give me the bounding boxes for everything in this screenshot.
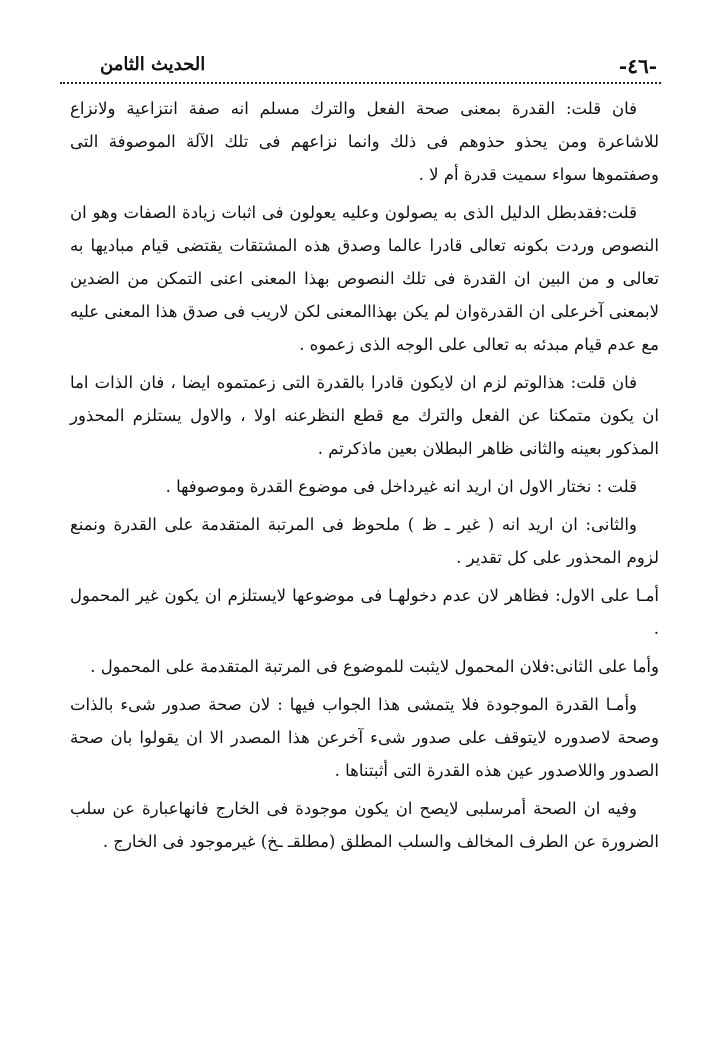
paragraph: قلت : نختار الاول ان اريد انه غيرداخل فى موضوع القدرة وموصوفها . bbox=[165, 477, 637, 496]
paragraph: وأما على الثانى:فلان المحمول لايثبت للموضوع فى المرتبة المتقدمة على المحمول . bbox=[90, 657, 659, 676]
header-divider bbox=[60, 82, 661, 84]
paragraph: فان قلت: هذالوتم لزم ان لايكون قادرا بالقدرة التى زعمتموه ايضا ، فان الذات اما ان يكون متمكنا عن الفعل والترك مع قطع النظرعنه اولا ، والاول يستلزم المحذور المذكور بعينه والثانى ظاهر البطلان بعين ماذكرتم . bbox=[70, 373, 659, 458]
paragraph: والثانى: ان اريد انه ( غير ـ ظ ) ملحوظ فى المرتبة المتقدمة على القدرة ونمنع لزوم المحذور على كل تقدير . bbox=[70, 515, 659, 567]
body-text bbox=[70, 92, 659, 863]
paragraph: قلت:فقدبطل الدليل الذى به يصولون وعليه يعولون فى اثبات زيادة الصفات وهو ان النصوص وردت بكونه تعالى قادرا عالما وصدق هذه المشتقات يقتضى قيام مباديها به تعالى و من البين ان القدرة فى تلك النصوص بهذا المعنى اعنى التمكن من الضدين لابمعنى آخرعلى ان القدرةوان لم يكن بهذاالمعنى لكن لاريب فى صدق هذا المعنى عليه مع عدم قيام مبدئه به تعالى على الوجه الذى زعموه . bbox=[70, 203, 659, 354]
page-number: -٤٦- bbox=[618, 54, 657, 78]
running-title: الحديث الثامن bbox=[100, 54, 206, 75]
page-header bbox=[60, 40, 661, 84]
paragraph: فان قلت: القدرة بمعنى صحة الفعل والترك مسلم انه صفة انتزاعية ولانزاع للاشاعرة ومن يحذو حذوهم فى ذلك وانما نزاعهم فى تلك الآلة الموصوفة التى وصفتموها سواء سميت قدرة أم لا . bbox=[70, 99, 659, 184]
paragraph: وفيه ان الصحة أمرسلبى لايصح ان يكون موجودة فى الخارج فانهاعبارة عن سلب الضرورة عن الطرف المخالف والسلب المطلق (مطلقـ ـخ) غيرموجود فى الخارج . bbox=[70, 799, 659, 851]
paragraph: أمـا على الاول: فظاهر لان عدم دخولهـا فى موضوعها لايستلزم ان يكون غير المحمول . bbox=[70, 586, 659, 638]
paragraph: وأمـا القدرة الموجودة فلا يتمشى هذا الجواب فيها : لان صحة صدور شىء بالذات وصحة لاصدوره لايتوقف على صدور شىء آخرعن هذا المصدر الا ان يقولوا بان صحة الصدور واللاصدور عين هذه القدرة التى أثبتناها . bbox=[70, 695, 659, 780]
